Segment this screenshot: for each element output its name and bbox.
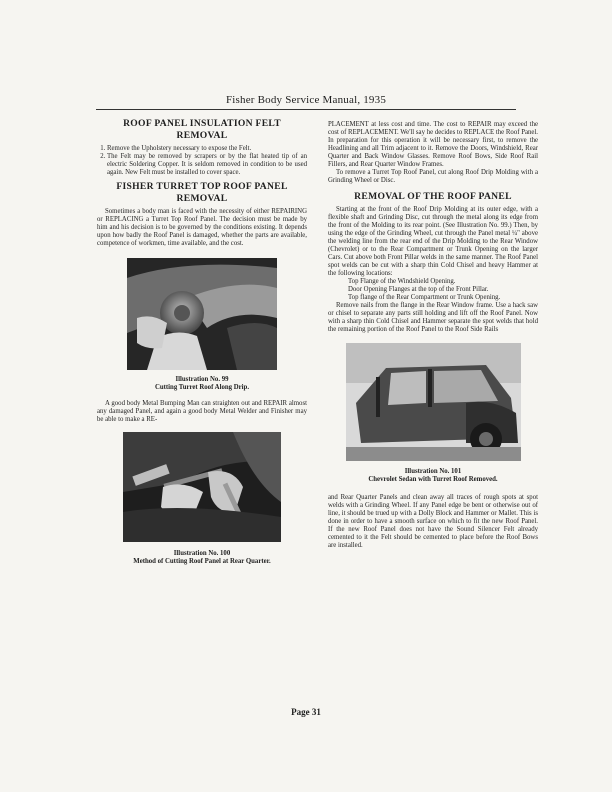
step-item: 2. The Felt may be removed by scrapers or by the flat heated tip of an electric Soldering Copper. It is seldom removed in condition to be used again. New Felt must be installed to cover space. — [107, 153, 307, 177]
right-column — [328, 121, 538, 550]
illustration-100-title: Illustration No. 100 — [173, 550, 231, 557]
paragraph: Sometimes a body man is faced with the necessity of either REPAIRING or REPLACING a Turret Top Roof Panel. The decision must be made by him and his decision is to be governed by the conditions existing. It depends upon how badly the Roof Panel is damaged, whether the parts are available, competence of workmen, time available, and the cost. — [97, 208, 307, 247]
location-item: Top Flange of the Windshield Opening. — [348, 278, 456, 285]
hammer-chisel-photo-icon — [123, 432, 281, 542]
illustration-101-title: Illustration No. 101 — [404, 468, 462, 475]
paragraph: Remove nails from the flange in the Rear Window frame. Use a hack saw or chisel to separate any parts still holding and lift off the Roof Panel. Now with a sharp thin Cold Chisel and Hammer separate the spot welds that hold the remaining portion of the Roof Panel to the Roof Side Rails — [328, 302, 538, 333]
heading-felt-removal: ROOF PANEL INSULATION FELT REMOVAL — [123, 118, 281, 141]
heading-turret-removal: FISHER TURRET TOP ROOF PANEL REMOVAL — [116, 181, 288, 204]
left-column — [97, 118, 307, 566]
grinder-photo-icon — [127, 258, 277, 370]
sedan-photo-icon — [346, 343, 521, 461]
illustration-101-caption: Chevrolet Sedan with Turret Roof Removed. — [368, 476, 498, 483]
illustration-99-title: Illustration No. 99 — [175, 376, 229, 383]
illustration-101-photo — [346, 343, 521, 461]
paragraph: A good body Metal Bumping Man can straighten out and REPAIR almost any damaged Panel, and again a good body Metal Welder and Finisher may be able to make a RE- — [97, 400, 307, 423]
illustration-99-caption: Cutting Turret Roof Along Drip. — [154, 384, 250, 391]
paragraph: PLACEMENT at less cost and time. The cost to REPAIR may exceed the cost of REPLACEMENT. We'll say he decides to REPLACE the Roof Panel. In preparation for this operation it will be necessary first, to remove the Headlining and all Trim adjacent to it. Remove the Doors, Windshield, Rear Quarter and Back Window Glasses. Remove Roof Bows, Side Roof Rail Fillers, and Rear Quarter Window Frames. — [328, 121, 538, 168]
paragraph: Starting at the front of the Roof Drip Molding at its outer edge, with a flexible shaft and Grinding Disc, cut through the metal along its edge from the front of the Molding to its rear point. (See Illustration No. 99.) Then, by using the edge of the Grinding Wheel, cut through the Panel metal ¼" above the welding line from the rear end of the Drip Molding to the Rear Window (Chevrolet) or to the Rear Compartment or Trunk Opening on the larger Cars. Cut above both Front Pillar welds in the same manner. The Roof Panel spot welds can be cut with a sharp thin Cold Chisel and heavy Hammer at the following locations: — [328, 206, 538, 277]
paragraph: and Rear Quarter Panels and clean away all traces of rough spots at spot welds with a Grinding Wheel. If any Panel edge be bent or otherwise out of line, it should be trued up with a Dolly Block and Hammer or Mallet. This is done in order to have a smooth surface on which to fit the new Roof Panel. If the new Roof Panel does not have the Sound Silencer Felt already cemented to it the Felt should be cemented to place before the Roof Bows are installed. — [328, 494, 538, 549]
felt-removal-steps — [97, 145, 307, 177]
heading-roof-panel-removal: REMOVAL OF THE ROOF PANEL — [354, 191, 512, 202]
location-item: Door Opening Flanges at the top of the Front Pillar. — [348, 286, 489, 293]
paragraph: To remove a Turret Top Roof Panel, cut along Roof Drip Molding with a Grinding Wheel or Disc. — [328, 169, 538, 184]
illustration-99-photo — [127, 258, 277, 370]
header-rule — [96, 109, 516, 110]
illustration-100-photo — [123, 432, 281, 542]
page-number: Page 31 — [291, 707, 321, 717]
illustration-100-caption: Method of Cutting Roof Panel at Rear Quarter. — [133, 558, 271, 565]
running-head: Fisher Body Service Manual, 1935 — [225, 94, 387, 106]
location-item: Top flange of the Rear Compartment or Trunk Opening. — [348, 294, 501, 301]
step-item: 1. Remove the Upholstery necessary to expose the Felt. — [107, 145, 307, 153]
